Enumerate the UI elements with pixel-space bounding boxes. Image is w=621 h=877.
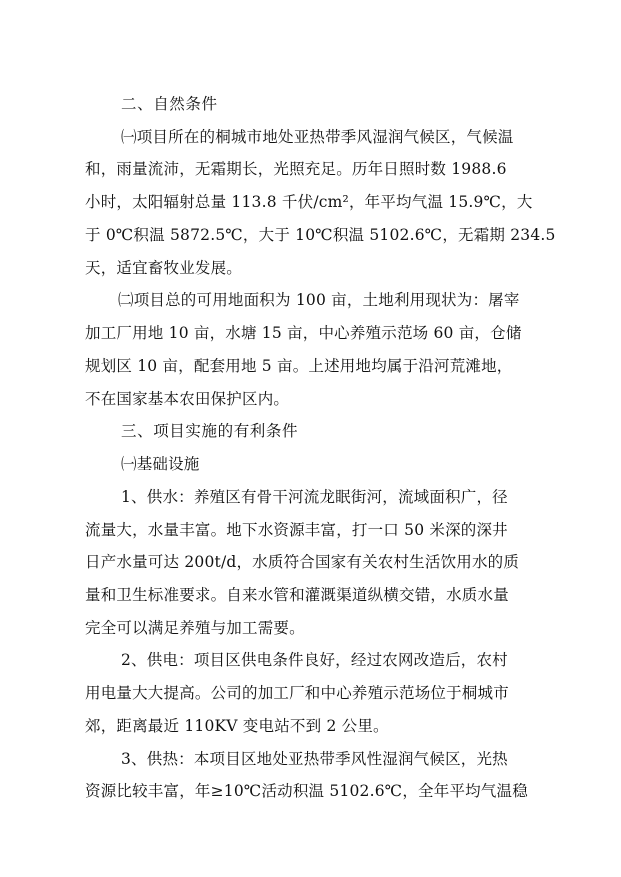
paragraph-line: ㈠项目所在的桐城市地处亚热带季风湿润气候区，气候温 [121, 128, 514, 146]
paragraph-line: 天，适宜畜牧业发展。 [85, 259, 243, 277]
paragraph-line: 3、供热：本项目区地处亚热带季风性湿润气候区，光热 [121, 750, 508, 768]
paragraph-line: 于 0℃积温 5872.5℃，大于 10℃积温 5102.6℃，无霜期 234.5 [85, 226, 556, 244]
section-heading-natural-conditions: 二、自然条件 [121, 95, 218, 113]
paragraph-line: ㈡项目总的可用地面积为 100 亩，土地利用现状为：屠宰 [118, 291, 520, 309]
paragraph-line: 郊，距离最近 110KV 变电站不到 2 公里。 [85, 717, 389, 735]
paragraph-line: 2、供电：项目区供电条件良好，经过农网改造后，农村 [121, 651, 508, 669]
paragraph-line: 规划区 10 亩，配套用地 5 亩。上述用地均属于沿河荒滩地， [85, 357, 513, 375]
paragraph-line: 小时，太阳辐射总量 113.8 千伏/cm²，年平均气温 15.9℃，大 [85, 193, 533, 211]
paragraph-line: 和，雨量流沛，无霜期长，光照充足。历年日照时数 1988.6 [85, 160, 507, 178]
paragraph-line: 流量大，水量丰富。地下水资源丰富，打一口 50 米深的深井 [85, 521, 508, 539]
paragraph-line: 量和卫生标准要求。自来水管和灌溉渠道纵横交错，水质水量 [85, 586, 509, 604]
paragraph-line: 不在国家基本农田保护区内。 [85, 390, 290, 408]
paragraph-line: 资源比较丰富，年≥10℃活动积温 5102.6℃，全年平均气温稳 [85, 782, 528, 800]
paragraph-line: 完全可以满足养殖与加工需要。 [85, 619, 305, 637]
paragraph-line: 加工厂用地 10 亩，水塘 15 亩，中心养殖示范场 60 亩，仓储 [85, 324, 522, 342]
subsection-heading-infrastructure: ㈠基础设施 [121, 455, 200, 473]
paragraph-line: 用电量大大提高。公司的加工厂和中心养殖示范场位于桐城市 [85, 684, 509, 702]
paragraph-line: 1、供水：养殖区有骨干河流龙眠街河，流域面积广，径 [121, 488, 508, 506]
section-heading-favorable-conditions: 三、项目实施的有利条件 [121, 422, 299, 440]
paragraph-line: 日产水量可达 200t/d，水质符合国家有关农村生活饮用水的质 [85, 553, 520, 571]
